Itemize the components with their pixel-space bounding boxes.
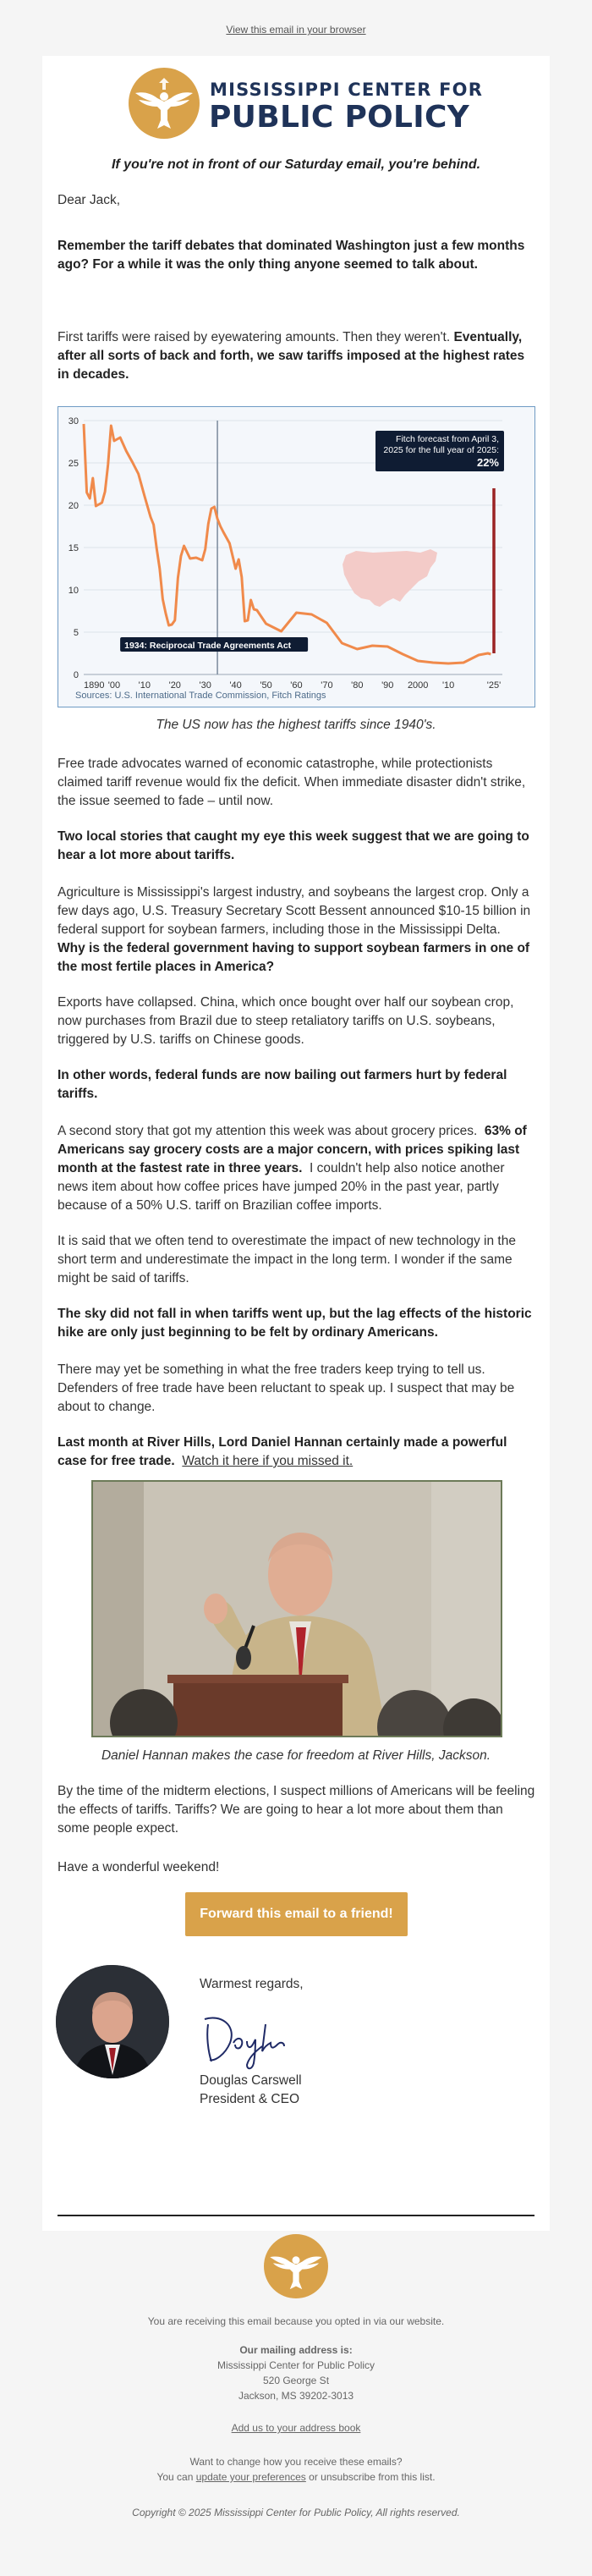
tariff-chart-svg [58,407,536,708]
paragraph-12-bold: Last month at River Hills, Lord Daniel Hannan certainly made a powerful case for free trade. [58,1435,507,1468]
paragraph-9: It is said that we often tend to overestimate the impact of new technology in the short term and underestimate the impact in the long term. I wonder if the same might be said of tariffs. [58,1234,516,1285]
paragraph-12 [58,1434,535,1471]
svg-text:1934: Reciprocal Trade Agreeme: 1934: Reciprocal Trade Agreements Act [124,641,292,651]
x-tick-label: '70 [321,680,333,691]
footer-copyright: Copyright © 2025 Mississippi Center for Public Policy, All rights reserved. [132,2507,460,2518]
y-tick-label: 30 [68,416,79,427]
signoff-block [200,1977,318,2109]
x-tick-label: '30 [199,680,211,691]
x-tick-label: '80 [351,680,364,691]
view-in-browser-link[interactable]: View this email in your browser [226,24,366,36]
x-tick-label: '20 [168,680,181,691]
chart-caption: The US now has the highest tariffs since 1940's. [156,718,436,732]
y-tick-label: 25 [68,459,79,469]
greeting: Dear Jack, [58,193,121,207]
paragraph-8-plain-1: A second story that got my attention this week was about grocery prices. [58,1124,478,1138]
footer-you-can: You can [156,2471,194,2483]
mcpp-logo[interactable] [129,68,484,142]
footer-change-question: Want to change how you receive these emails? [189,2456,403,2468]
x-tick-label: 1890 [84,680,105,691]
x-tick-label: '10 [441,680,455,691]
y-tick-label: 20 [68,501,79,511]
eagle-icon [129,68,200,139]
footer-mailing-label: Our mailing address is: [239,2344,353,2356]
svg-text:Fitch forecast from April 3,: Fitch forecast from April 3, [396,434,499,444]
douglas-avatar [56,1965,169,2078]
regards-text: Warmest regards, [200,1977,304,1991]
paragraph-2-plain: First tariffs were raised by eyewatering amounts. Then they weren't. [58,330,451,344]
unsubscribe-link[interactable]: unsubscribe from this list [321,2471,433,2483]
photo-caption: Daniel Hannan makes the case for freedom at River Hills, Jackson. [101,1748,491,1763]
paragraph-8 [58,1122,535,1215]
footer-street: 520 George St [262,2375,330,2386]
paragraph-1 [58,237,535,274]
paragraph-4 [58,828,535,865]
forward-email-button[interactable]: Forward this email to a friend! [185,1892,408,1936]
paragraph-5 [58,883,535,977]
paragraph-6: Exports have collapsed. China, which once bought over half our soybean crop, now purchases from Brazil due to steep retaliatory tariffs on U.S. soybeans, triggered by U.S. tariffs on Chinese goods. [58,995,514,1047]
footer-opted-in: You are receiving this email because you opted in via our website. [147,2315,445,2327]
paragraph-8-bold: 63% of Americans say grocery costs are a major concern, with prices spiking last month at the fastest rate in three years. [58,1124,527,1175]
email-card [42,56,550,2231]
author-name: Douglas Carswell [200,2073,302,2088]
paragraph-8-plain-2: I couldn't help also notice another news item about how coffee prices have jumped 20% in the past year, partly because of a 50% U.S. tariff on Brazilian coffee imports. [58,1161,505,1213]
author-title: President & CEO [200,2092,300,2106]
logo-line-2: PUBLIC POLICY [209,100,470,135]
y-tick-label: 10 [68,586,79,596]
paragraph-4-text: Two local stories that caught my eye this week suggest that we are going to hear a lot more about tariffs. [58,829,529,862]
x-tick-label: '60 [290,680,303,691]
footer-preferences-line: You can update your preferences or unsubscribe from this list. [156,2471,436,2483]
paragraph-2-bold: Eventually, after all sorts of back and forth, we saw tariffs imposed at the highest rates in decades. [58,330,525,382]
footer-eagle-icon [264,2234,328,2298]
watch-link[interactable]: Watch it here if you missed it. [182,1454,354,1468]
add-address-book-link[interactable]: Add us to your address book [231,2422,361,2434]
x-tick-label: 2000 [407,680,429,691]
chart-source: Sources: U.S. International Trade Commission, Fitch Ratings [75,691,326,701]
paragraph-5-bold: Why is the federal government having to support soybean farmers in one of the most fertile places in America? [58,941,530,974]
y-tick-label: 15 [68,543,79,553]
footer-or: or [309,2471,318,2483]
tariff-chart [58,406,535,707]
signature-image [200,1999,318,2072]
y-tick-label: 0 [73,670,79,680]
paragraph-10 [58,1305,535,1342]
paragraph-7-text: In other words, federal funds are now bailing out farmers hurt by federal tariffs. [58,1068,507,1101]
svg-text:22%: 22% [476,456,499,469]
hannan-photo [91,1480,502,1737]
x-tick-label: '90 [381,680,394,691]
x-tick-label: '40 [229,680,242,691]
footer-org: Mississippi Center for Public Policy [217,2359,375,2371]
paragraph-7 [58,1066,535,1104]
x-tick-label: '50 [260,680,272,691]
paragraph-10-text: The sky did not fall in when tariffs went up, but the lag effects of the historic hike are only just beginning to be felt by ordinary Americans. [58,1307,532,1340]
paragraph-14: Have a wonderful weekend! [58,1860,220,1874]
paragraph-3: Free trade advocates warned of economic catastrophe, while protectionists claimed tariff revenue would fix the deficit. When immediate disaster didn't strike, the issue seemed to fade – until now. [58,757,526,808]
logo-line-1: MISSISSIPPI CENTER FOR [210,80,484,100]
y-tick-label: 5 [73,628,79,638]
us-map-icon [343,549,437,607]
update-preferences-link[interactable]: update your preferences [195,2471,306,2483]
x-tick-label: '10 [138,680,151,691]
paragraph-2 [58,328,535,384]
act-annotation [120,637,308,652]
footer-city: Jackson, MS 39202-3013 [238,2390,354,2402]
paragraph-5-plain: Agriculture is Mississippi's largest industry, and soybeans the largest crop. Only a few days ago, U.S. Treasury Secretary Scott Bessent announced $10-15 billion in federal support for soybean farmers, including those in the Mississippi Delta. [58,885,531,937]
paragraph-11: There may yet be something in what the free traders keep trying to tell us. Defenders of free trade have been reluctant to speak up. I suspect that may be about to change. [58,1362,515,1414]
footer-divider [58,2215,534,2216]
paragraph-13: By the time of the midterm elections, I suspect millions of Americans will be feeling the effects of tariffs. Tariffs? We are going to hear a lot more about them than some people expect. [58,1784,535,1836]
forecast-annotation [375,431,504,471]
svg-text:2025 for the full year of 2025: 2025 for the full year of 2025: [383,445,499,455]
tagline: If you're not in front of our Saturday email, you're behind. [111,157,481,172]
paragraph-1-text: Remember the tariff debates that dominated Washington just a few months ago? For a while it was the only thing anyone seemed to talk about. [58,239,525,272]
x-tick-label: '00 [107,680,121,691]
x-tick-label: '25' [486,680,502,691]
